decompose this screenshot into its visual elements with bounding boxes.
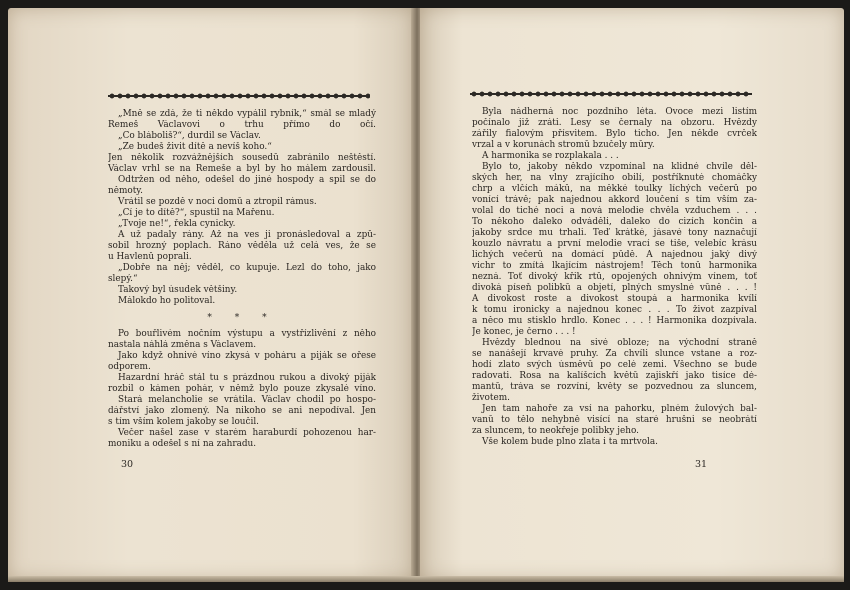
text-line: Jen několik rozvážnějších sousedů zabránilo neštěstí. bbox=[108, 153, 376, 163]
text-line: A divokost roste a divokost stoupá a harmonika kvílí bbox=[472, 294, 757, 304]
text-line: divoká píseň polibků a objetí, plných smyslné vůně . . . ! bbox=[472, 283, 757, 293]
left-page-text bbox=[108, 109, 376, 450]
text-line: Jako když ohnivé víno zkysá v poháru a piják se ořese bbox=[118, 351, 376, 361]
text-line: slepý.“ bbox=[108, 274, 138, 284]
text-line: nastala náhlá změna s Václavem. bbox=[108, 340, 257, 350]
text-line: vichr to zmítá lkajícím nástrojem! Těch tonů harmonika bbox=[472, 261, 757, 271]
text-line: Málokdo ho politoval. bbox=[118, 296, 216, 306]
text-line: u Havlenů poprali. bbox=[108, 252, 192, 262]
text-line: Vrátil se pozdě v noci domů a ztropil rámus. bbox=[118, 197, 317, 207]
text-line: kouzlo návratu a první melodie vrací se tiše, velebíc krásu bbox=[472, 239, 757, 249]
ornament-divider bbox=[108, 92, 370, 100]
text-line: radovati. Rosa na kalíšcích květů zajiskří jako tisíce dé- bbox=[472, 371, 757, 381]
text-line: hodí zlato svých úsměvů po celé zemi. Všechno se bude bbox=[472, 360, 757, 370]
text-line: odporem. bbox=[108, 362, 151, 372]
text-line: Hazardní hráč stál tu s prázdnou rukou a divoký piják bbox=[118, 373, 376, 383]
text-line: „Tvoje ne!“, řekla cynicky. bbox=[118, 219, 236, 229]
text-line: „Že budeš živit dítě a nevíš koho.“ bbox=[118, 142, 272, 152]
section-break: * * * bbox=[207, 313, 277, 323]
text-line: Po bouřlivém nočním výstupu a vystřízlivění z něho bbox=[118, 329, 376, 339]
text-line: ských her, na vlny zrajícího obilí, postříknuté chomáčky bbox=[472, 173, 757, 183]
text-line: Bylo to, jakoby někdo vzpomínal na klidné chvíle děl- bbox=[482, 162, 757, 172]
text-line: a něco mu stisklo hrdlo. Konec . . . ! Harmonika dozpívala. bbox=[472, 316, 757, 326]
text-line: počínalo již zráti. Lesy se černaly na obzoru. Hvězdy bbox=[472, 118, 757, 128]
text-line: nezná. Toť divoký křik rtů, opojených ohnivým vínem, toť bbox=[472, 272, 757, 282]
text-line: vrzal a v korunách stromů bzučely můry. bbox=[472, 140, 655, 150]
text-line: „Mně se zdá, že ti někdo vypálil rybník,“ smál se mladý bbox=[118, 109, 376, 119]
text-line: vonící trávě; pak najednou akkord loučení s tím vším za- bbox=[472, 195, 757, 205]
text-line: A harmonika se rozplakala . . . bbox=[482, 151, 619, 161]
text-line: Remeš Václavovi o trhu přímo do očí. bbox=[108, 120, 376, 130]
text-line: Václav vrhl se na Remeše a byl by ho málem zardousil. bbox=[108, 164, 376, 174]
text-line: A už padaly rány. Až na ves ji pronásledoval a způ- bbox=[118, 230, 376, 240]
text-line: lichých večerů na domácí půdě. A najednou jaký divý bbox=[472, 250, 757, 260]
text-line: Večer našel zase v starém haraburdí pohozenou har- bbox=[118, 428, 376, 438]
text-line: zářily fialovým přísvitem. Bylo ticho. Jen někde cvrček bbox=[472, 129, 757, 139]
text-line: Takový byl úsudek většiny. bbox=[118, 285, 238, 295]
page-number: 30 bbox=[121, 459, 134, 470]
text-line: se nanášejí krvavé pruhy. Za chvíli slunce vstane a roz- bbox=[472, 349, 757, 359]
text-line: Jen tam nahoře za vsí na pahorku, plném žulových bal- bbox=[482, 404, 757, 414]
text-line: sobil hrozný poplach. Ráno věděla už celá ves, že se bbox=[108, 241, 376, 251]
text-line: Byla nádherná noc pozdního léta. Ovoce mezi listím bbox=[482, 107, 757, 117]
text-line: „Čí je to dítě?“, spustil na Mařenu. bbox=[118, 208, 275, 218]
page-number: 31 bbox=[695, 459, 708, 470]
ornament-divider bbox=[470, 90, 752, 98]
text-line: chrp a vlčích máků, na měkké toulky líchých večerů po bbox=[472, 184, 757, 194]
text-line: rozbil o kámen pohár, v němž bylo pouze zkysalé víno. bbox=[108, 384, 376, 394]
text-line: Stará melancholie se vrátila. Václav chodil po hospo- bbox=[118, 395, 376, 405]
text-line: „Co bláboliš?“, durdil se Václav. bbox=[118, 131, 261, 141]
text-line: dářství jako zlomený. Na nikoho se ani nepodíval. Jen bbox=[108, 406, 376, 416]
text-line: s tím vším kolem jakoby se loučil. bbox=[108, 417, 259, 427]
text-line: mantů, tráva se rozvíní, květy se pozvednou za sluncem, bbox=[472, 382, 757, 392]
text-line: životem. bbox=[472, 393, 510, 403]
text-line: němoty. bbox=[108, 186, 143, 196]
text-line: k tomu ironicky a najednou konec . . . To život zazpíval bbox=[472, 305, 757, 315]
text-line: volal do tiché noci a nová melodie chvěla vzduchem . . . bbox=[472, 206, 757, 216]
text-line: Vše kolem bude plno zlata i ta mrtvola. bbox=[482, 437, 658, 447]
text-line: Odtržen od něho, odešel do jiné hospody a spil se do bbox=[118, 175, 376, 185]
text-line: za sluncem, to neokřeje polibky jeho. bbox=[472, 426, 639, 436]
text-line: vanů to tělo nehybně visící na staré hrušni se neobrátí bbox=[472, 415, 757, 425]
text-line: Je konec, je černo . . . ! bbox=[472, 327, 576, 337]
text-line: Hvězdy blednou na sivé obloze; na východní straně bbox=[482, 338, 757, 348]
text-line: moniku a odešel s ní na zahradu. bbox=[108, 439, 257, 449]
text-line: jakoby srdce mu trhali. Teď krátké, jásavé tony naznačují bbox=[472, 228, 757, 238]
text-line: „Dobře na něj; věděl, co kupuje. Lezl do toho, jako bbox=[118, 263, 376, 273]
text-line: To někoho daleko odváděli, daleko do cizích končin a bbox=[472, 217, 757, 227]
right-page bbox=[420, 8, 844, 580]
page-edges bbox=[8, 576, 844, 582]
left-page bbox=[8, 8, 414, 580]
right-page-text bbox=[472, 107, 757, 448]
